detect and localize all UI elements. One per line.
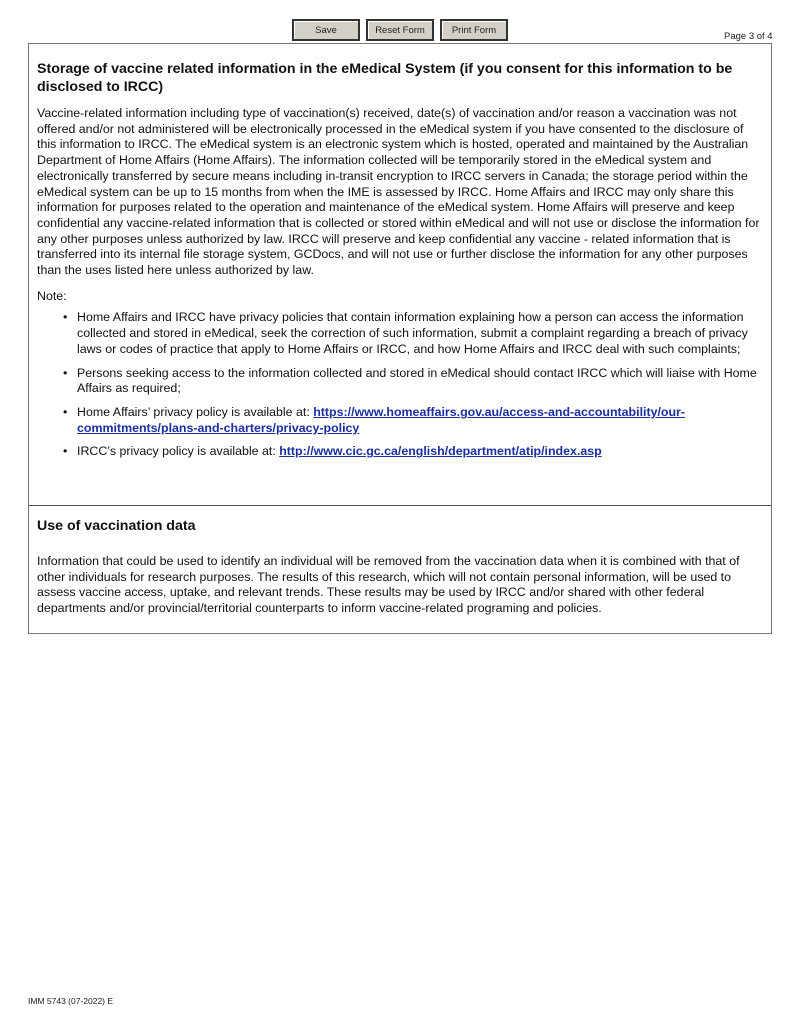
bullet-icon: • (63, 404, 68, 419)
save-button[interactable]: Save (292, 19, 360, 41)
content-box (28, 43, 772, 634)
storage-heading: Storage of vaccine related information in the eMedical System (if you consent for this information to be disclosed to IRCC) (37, 61, 733, 95)
storage-body: Vaccine-related information including type of vaccination(s) received, date(s) of vaccination and/or reason a vaccination was not offered and/or not administered will be electronically processed in the eMedical system if you have consented to the disclosure of this information to IRCC. The eMedical system is an electronic system which is hosted, operated and maintained by the Australian Department of Home Affairs (Home Affairs). The information collected will be temporarily stored in the eMedical system and electronically transferred by secure means including in-transit encryption to IRCC servers in Canada; the storage period within the eMedical system can be up to 15 months from when the IME is assessed by IRCC. Home Affairs and IRCC may only share this information for purposes related to the operation and maintenance of the eMedical system. Home Affairs will preserve and keep confidential any vaccine-related information that is collected or stored within eMedical and will not use or disclose the information for any other purposes unless authorized by law. IRCC will preserve and keep confidential any vaccine - related information that is transferred into its internal file storage system, GCDocs, and will not use or further disclose the information for any other purposes than the uses listed here unless authorized by law. (37, 106, 760, 278)
page-number: Page 3 of 4 (724, 31, 773, 42)
form-code-footer: IMM 5743 (07-2022) E (28, 996, 114, 1006)
section-divider (29, 505, 771, 506)
bullet-icon: • (63, 365, 68, 380)
bullet-text: Home Affairs and IRCC have privacy policies that contain information explaining how a person can access the information collected and stored in eMedical, seek the correction of such information, submit a complaint regarding a breach of privacy laws or codes of practice that apply to Home Affairs or IRCC, and how Home Affairs and IRCC deal with such complaints; (77, 310, 748, 356)
vaccination-heading: Use of vaccination data (37, 518, 196, 534)
print-form-button[interactable]: Print Form (440, 19, 508, 41)
bullet-icon: • (63, 310, 68, 325)
list-item (63, 310, 763, 357)
bullet-text: Home Affairs’ privacy policy is available at: (77, 404, 314, 419)
list-item (63, 444, 763, 460)
vaccination-section (37, 517, 763, 617)
storage-section (29, 44, 771, 460)
bullet-icon: • (63, 444, 68, 459)
bullet-text: IRCC’s privacy policy is available at: (77, 444, 280, 459)
vaccination-body: Information that could be used to identify an individual will be removed from the vaccination data when it is combined with that of other individuals for research purposes. The results of this research, which will not contain personal information, will be used to assess vaccine access, uptake, and relevant trends. These results may be used by IRCC and/or shared with other federal departments and/or provincial/territorial counterparts to inform vaccine-related programing and policies. (37, 554, 740, 616)
list-item (63, 366, 763, 397)
note-label: Note: (37, 288, 67, 303)
bullet-text: Persons seeking access to the information collected and stored in eMedical should contact IRCC which will liaise with Home Affairs as required; (77, 365, 757, 396)
list-item (63, 405, 763, 436)
form-toolbar (292, 19, 508, 41)
note-list (37, 310, 763, 460)
home-affairs-privacy-link[interactable]: https://www.homeaffairs.gov.au/access-and-accountability/our-commitments/plans-and-charters/privacy-policy (77, 404, 686, 435)
reset-form-button[interactable]: Reset Form (366, 19, 434, 41)
ircc-privacy-link[interactable]: http://www.cic.gc.ca/english/department/atip/index.asp (279, 444, 602, 459)
